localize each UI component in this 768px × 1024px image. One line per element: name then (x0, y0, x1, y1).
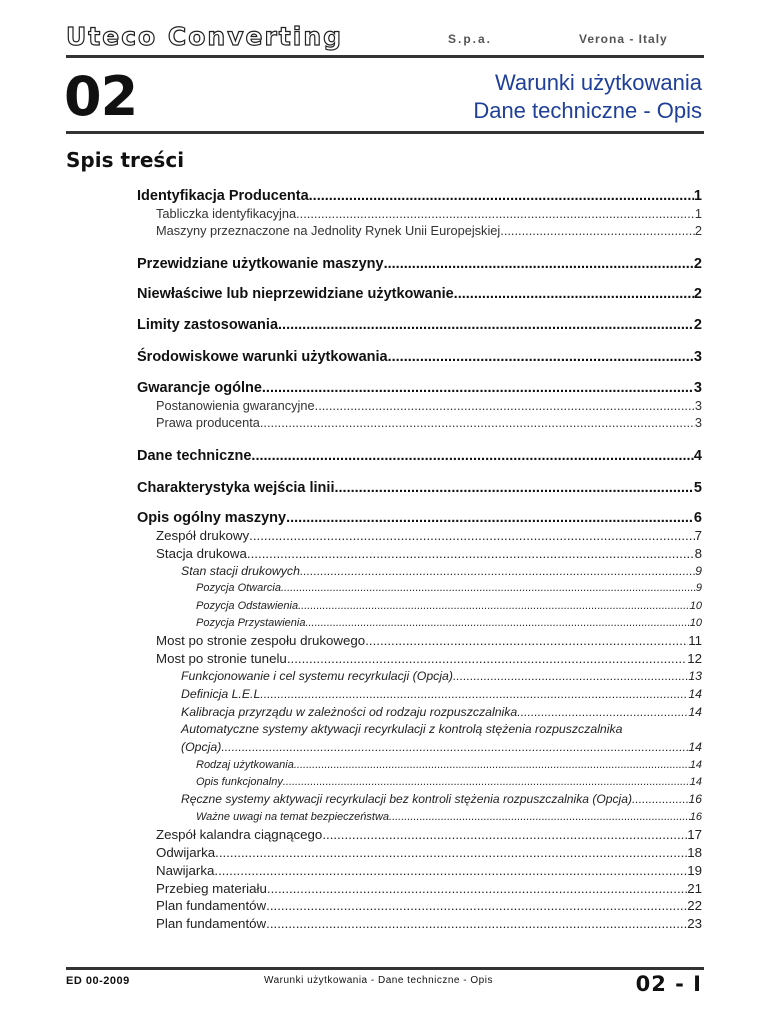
toc-entry[interactable]: Limity zastosowania ..... 2 (137, 316, 702, 334)
toc-entry[interactable]: Zespół drukowy ..... 7 (156, 527, 702, 544)
toc-entry[interactable]: Nawijarka ..... 19 (156, 862, 702, 879)
toc-entry[interactable]: Stacja drukowa ..... 8 (156, 545, 702, 562)
toc-entry[interactable]: Dane techniczne ..... 4 (137, 447, 702, 465)
toc-entry[interactable]: Tabliczka identyfikacyjna ..... 1 (156, 206, 702, 222)
toc-entry[interactable]: Odwijarka ..... 18 (156, 844, 702, 861)
toc-entry[interactable]: Ważne uwagi na temat bezpieczeństwa ..... 16 (196, 809, 702, 826)
toc-entry[interactable]: Gwarancje ogólne ..... 3 (137, 379, 702, 397)
toc-entry[interactable]: Pozycja Otwarcia ..... 9 (196, 580, 702, 597)
toc-entry[interactable]: Most po stronie zespołu drukowego ..... 11 (156, 632, 702, 649)
toc-entry[interactable]: Plan fundamentów ..... 23 (156, 915, 702, 932)
toc-entry[interactable]: Opis funkcjonalny ..... 14 (196, 774, 702, 791)
chapter-number: 02 (64, 65, 138, 128)
toc-entry[interactable]: Identyfikacja Producenta ..... 1 (137, 187, 702, 205)
toc-entry[interactable]: Prawa producenta ..... 3 (156, 415, 702, 431)
toc-entry[interactable]: Środowiskowe warunki użytkowania ..... 3 (137, 348, 702, 366)
toc-entry[interactable]: Opis ogólny maszyny ..... 6 (137, 509, 702, 527)
toc-entry[interactable]: Przewidziane użytkowanie maszyny ..... 2 (137, 255, 702, 273)
toc-entry[interactable]: Pozycja Odstawienia ..... 10 (196, 598, 702, 615)
toc-entry[interactable]: (Opcja) ..... 14 (181, 739, 702, 756)
toc-entry[interactable]: Pozycja Przystawienia ..... 10 (196, 615, 702, 632)
footer-rule (66, 967, 704, 970)
toc-entry[interactable]: Funkcjonowanie i cel systemu recyrkulacji (Opcja) ..... 13 (181, 668, 702, 685)
page-number: 02 - I (635, 972, 702, 996)
toc-entry[interactable]: Ręczne systemy aktywacji recyrkulacji bez kontroli stężenia rozpuszczalnika (Opcja) ..... 16 (181, 791, 702, 808)
toc-entry[interactable]: Charakterystyka wejścia linii ..... 5 (137, 479, 702, 497)
toc-heading: Spis treści (66, 148, 185, 172)
toc-entry[interactable]: Definicja L.E.L. ..... 14 (181, 686, 702, 703)
toc-entry[interactable]: Zespół kalandra ciągnącego ..... 17 (156, 826, 702, 843)
toc-entry-wrapped-line[interactable]: Automatyczne systemy aktywacji recyrkulacji z kontrolą stężenia rozpuszczalnika (181, 722, 623, 736)
toc-entry[interactable]: Stan stacji drukowych ..... 9 (181, 563, 702, 580)
company-name: Uteco Converting (66, 22, 344, 51)
toc-entry[interactable]: Przebieg materiału ..... 21 (156, 880, 702, 897)
toc-entry[interactable]: Kalibracja przyrządu w zależności od rodzaju rozpuszczalnika ..... 14 (181, 704, 702, 721)
toc-entry[interactable]: Postanowienia gwarancyjne ..... 3 (156, 398, 702, 414)
toc-entry[interactable]: Most po stronie tunelu ..... 12 (156, 650, 702, 667)
chapter-title-line1: Warunki użytkowania (494, 70, 702, 95)
company-suffix: S.p.a. (448, 32, 493, 46)
toc-entry[interactable]: Maszyny przeznaczone na Jednolity Rynek Unii Europejskiej ..... 2 (156, 223, 702, 239)
company-location: Verona - Italy (579, 32, 668, 46)
toc-entry[interactable]: Rodzaj użytkowania ..... 14 (196, 757, 702, 774)
edition-label: ED 00-2009 (66, 975, 130, 987)
toc-entry[interactable]: Niewłaściwe lub nieprzewidziane użytkowanie ..... 2 (137, 285, 702, 303)
footer-title: Warunki użytkowania - Dane techniczne - Opis (264, 975, 493, 986)
toc-entry[interactable]: Plan fundamentów ..... 22 (156, 897, 702, 914)
chapter-title-line2: Dane techniczne - Opis (473, 98, 702, 123)
